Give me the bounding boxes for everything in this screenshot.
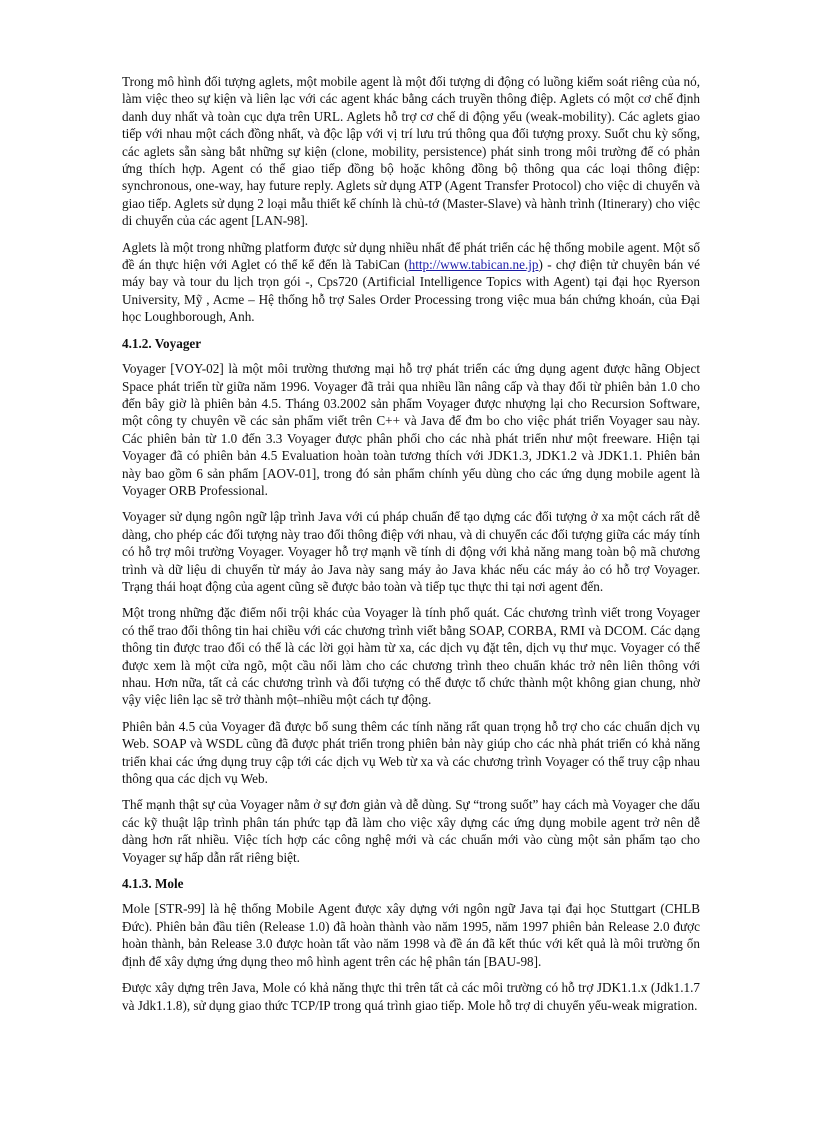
mole-java-paragraph: Được xây dựng trên Java, Mole có khả năng thực thi trên tất cả các môi trường có hỗ trợ JDK1.1.x (Jdk1.1.7 và Jdk1.1.8), sử dụng giao thức TCP/IP trong quá trình giao tiếp. Mole hỗ trợ di chuyển yếu-weak migration.	[122, 980, 700, 1013]
aglets-model-paragraph: Trong mô hình đối tượng aglets, một mobile agent là một đối tượng di động có luồng kiểm soát riêng của nó, làm việc theo sự kiện và liên lạc với các agent khác bằng cách truyền thông điệp. Aglets có một cơ chế định danh duy nhất và toàn cục dựa trên URL. Aglets hỗ trợ cơ chế di động yếu (weak-mobility). Các aglets giao tiếp với nhau một cách đồng nhất, và độc lập với vị trí lưu trú thông qua đối tượng proxy. Suốt chu kỳ sống, các aglets sẵn sàng bắt những sự kiện (clone, mobility, persistence) phát sinh trong môi trường để có phản ứng thích hợp. Agent có thể giao tiếp đồng bộ hoặc không đồng bộ thông qua các loại thông điệp: synchronous, one-way, hay future reply. Aglets sử dụng ATP (Agent Transfer Protocol) cho việc di chuyển và giao tiếp. Aglets sử dụng 2 loại mẫu thiết kế chính là chủ-tớ (Master-Slave) và hành trình (Itinerary) cho việc di chuyển của các agent [LAN-98].	[122, 74, 700, 229]
aglets-platform-paragraph	[122, 239, 700, 326]
aglets-platform-text-before-link: Aglets là một trong những platform được sử dụng nhiều nhất để phát triển các hệ thống mobile agent. Một số đề án thực hiện với Aglet có thể kể đến là TabiCan (	[122, 239, 700, 273]
document-page	[122, 73, 700, 1023]
voyager-strength-paragraph: Thế mạnh thật sự của Voyager nằm ở sự đơn giản và dễ dùng. Sự “trong suốt” hay cách mà Voyager che dấu các kỹ thuật lập trình phân tán phức tạp đã làm cho việc xây dựng các ứng dụng mobile agent trở nên dễ dàng hơn rất nhiều. Việc tích hợp các công nghệ mới và các chuẩn mới vào cùng một sản phẩm tạo cho Voyager sự hấp dẫn rất riêng biệt.	[122, 797, 700, 865]
mole-intro-paragraph: Mole [STR-99] là hệ thống Mobile Agent được xây dựng với ngôn ngữ Java tại đại học Stuttgart (CHLB Đức). Phiên bản đầu tiên (Release 1.0) đã hoàn thành vào năm 1995, năm 1997 phiên bản Release 2.0 được hoàn thành, bản Release 3.0 được hoàn tất vào năm 1998 và đề án đã kết thúc với kết quả là môi trường ổn định để xây dựng ứng dụng theo mô hình agent trên các hệ phân tán [BAU-98].	[122, 901, 700, 969]
aglets-platform-text-after-link: ) - chợ điện tử chuyên bán vé máy bay và tour du lịch trọn gói -, Cps720 (Artificial Intelligence Topics with Agent) tại đại học Ryerson University, Mỹ , Acme – Hệ thống hỗ trợ Sales Order Processing trong việc mua bán chứng khoán, của Đại học Loughborough, Anh.	[122, 257, 700, 325]
voyager-universality-paragraph: Một trong những đặc điểm nổi trội khác của Voyager là tính phổ quát. Các chương trình viết trong Voyager có thể trao đổi thông tin hai chiều với các chương trình viết bằng SOAP, CORBA, RMI và DCOM. Các dạng thông tin được trao đổi có thể là các lời gọi hàm từ xa, các dịch vụ đặt tên, dịch vụ thư mục. Voyager có thể được xem là một cửa ngõ, một cầu nối làm cho các chương trình theo chuẩn khác trở nên liên thông với nhau. Hơn nữa, tất cả các chương trình và đối tượng có thể được tổ chức thành một không gian chung, nhờ vậy việc liên lạc sẽ trở thành một–nhiều một cách tự động.	[122, 605, 700, 708]
voyager-java-paragraph: Voyager sử dụng ngôn ngữ lập trình Java với cú pháp chuẩn để tạo dựng các đối tượng ở xa một cách rất dễ dàng, cho phép các đối tượng này trao đổi thông điệp với nhau, và di chuyển các đối tượng giữa các máy tính có hỗ trợ môi trường Voyager. Voyager hỗ trợ mạnh về tính di động với khả năng mang toàn bộ mã chương trình và dữ liệu di chuyển từ máy ảo Java này sang máy ảo Java khác nếu các máy ảo có hỗ trợ Voyager. Trạng thái hoạt động của agent cũng sẽ được bảo toàn và tiếp tục thực thi tại nơi agent đến.	[122, 509, 700, 594]
voyager-intro-paragraph: Voyager [VOY-02] là một môi trường thương mại hỗ trợ phát triển các ứng dụng agent được hãng Object Space phát triển từ giữa năm 1996. Voyager đã trải qua nhiều lần nâng cấp và thay đổi từ phiên bản 1.0 cho đến bây giờ là phiên bản 4.5. Tháng 03.2002 sản phẩm Voyager được nhượng lại cho Recursion Software, một công ty chuyên về các sản phẩm viết trên C++ và Java để đm bo cho việc phát triển Voyager sau này. Các phiên bản từ 1.0 đến 3.3 Voyager được phân phối cho các nhà phát triển như một freeware. Hiện tại Voyager đã có phiên bản 4.5 Evaluation hoàn toàn tương thích với JDK1.3, JDK1.2 và JDK1.1. Phiên bản này bao gồm 6 sản phẩm [AOV-01], trong đó sản phẩm chính yếu dùng cho các ứng dụng mobile agent là Voyager ORB Professional.	[122, 361, 700, 498]
voyager-web-services-paragraph: Phiên bản 4.5 của Voyager đã được bổ sung thêm các tính năng rất quan trọng hỗ trợ cho các chuẩn dịch vụ Web. SOAP và WSDL cũng đã được phát triển trong phiên bản này giúp cho các nhà phát triển có khả năng triển khai các ứng dụng truy cập tới các dịch vụ Web từ xa và các chương trình Voyager có thể truy cập nhau thông qua các dịch vụ Web.	[122, 718, 700, 787]
section-heading-voyager: 4.1.2. Voyager	[122, 335, 202, 351]
section-heading-mole: 4.1.3. Mole	[122, 876, 184, 892]
tabican-link[interactable]: http://www.tabican.ne.jp	[408, 257, 539, 273]
